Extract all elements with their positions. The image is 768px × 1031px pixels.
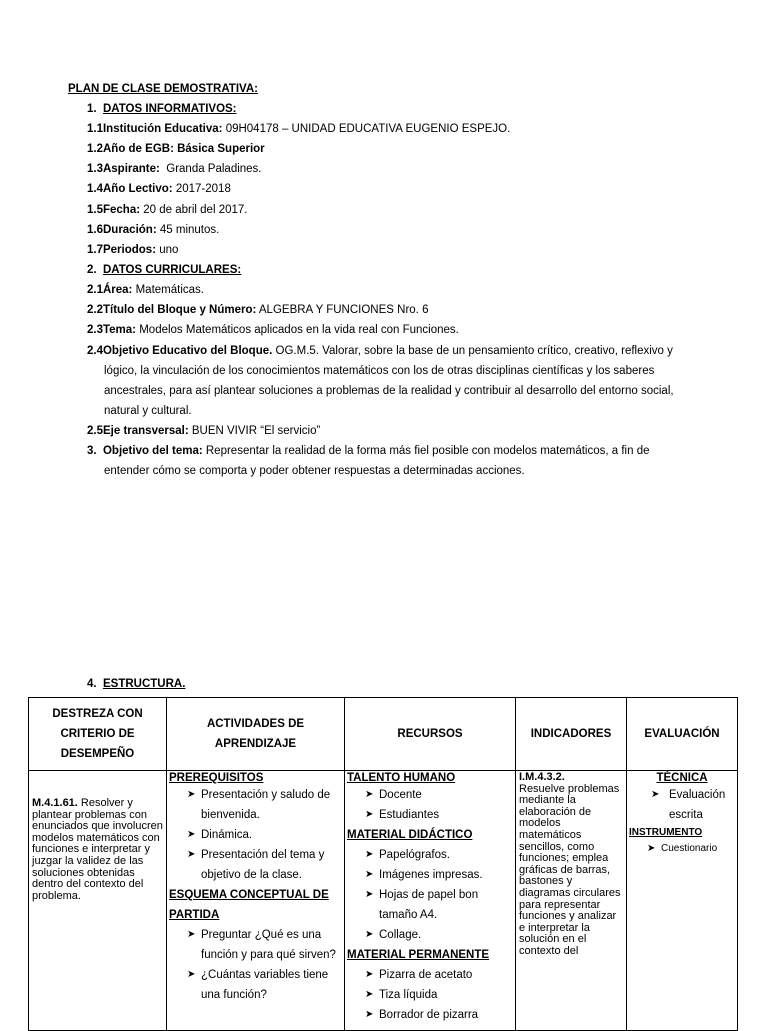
talento-list (347, 785, 513, 825)
plan-title: PLAN DE CLASE DEMOSTRATIVA: (68, 83, 258, 95)
eje-transversal: 2.5Eje transversal: BUEN VIVIR “El servicio” (87, 425, 321, 437)
arrow-bullet-icon: ➤ (651, 789, 660, 800)
cell-evaluacion (627, 771, 738, 1031)
objetivo-bloque-line3: ancestrales, para así plantear soluciones a problemas de la realidad y contribuir al desarrollo del entorno social, (104, 385, 674, 397)
estructura-table (28, 697, 738, 1031)
objetivo-bloque-line4: natural y cultural. (104, 405, 192, 417)
arrow-bullet-icon: ➤ (365, 809, 374, 820)
arrow-bullet-icon: ➤ (187, 969, 196, 980)
arrow-bullet-icon: ➤ (365, 969, 374, 980)
esquema-list (169, 925, 342, 1005)
arrow-bullet-icon: ➤ (365, 849, 374, 860)
arrow-bullet-icon: ➤ (187, 929, 196, 940)
actividades-prerequisitos: PREREQUISITOS (169, 772, 264, 784)
arrow-bullet-icon: ➤ (365, 869, 374, 880)
list-item: ➤ Borrador de pizarra (347, 1005, 513, 1025)
permanente-list (347, 965, 513, 1025)
cell-destreza: M.4.1.61. Resolver y plantear problemas con enunciados que involucren modelos matemáticos con funciones e interpretar y juzgar la validez de las soluciones obtenidas dentro del contexto del problema. (29, 771, 167, 1031)
evaluacion-instrumento: INSTRUMENTO (629, 827, 703, 838)
list-item: ➤ Preguntar ¿Qué es una función y para qué sirven? (169, 925, 342, 965)
section-1-heading: 1. DATOS INFORMATIVOS: (87, 103, 237, 115)
arrow-bullet-icon: ➤ (365, 1009, 374, 1020)
instrumento-list (629, 841, 735, 857)
header-recursos: RECURSOS (345, 698, 516, 771)
list-item: ➤ Cuestionario (629, 841, 735, 857)
curr-area: 2.1Área: Matemáticas. (87, 284, 204, 296)
section-2-heading: 2. DATOS CURRICULARES: (87, 264, 242, 276)
list-item: ➤ Imágenes impresas. (347, 865, 513, 885)
info-duracion: 1.6Duración: 45 minutos. (87, 224, 220, 236)
evaluacion-tecnica: TÉCNICA (656, 772, 708, 784)
info-anio-egb: 1.2Año de EGB: Básica Superior (87, 143, 265, 155)
objetivo-bloque-line1: 2.4Objetivo Educativo del Bloque. OG.M.5. Valorar, sobre la base de un pensamiento crítico, creativo, reflexivo y (87, 345, 673, 357)
section-4-heading: 4. ESTRUCTURA. (87, 678, 186, 690)
list-item: ➤ Pizarra de acetato (347, 965, 513, 985)
arrow-bullet-icon: ➤ (365, 889, 374, 900)
didactico-list (347, 845, 513, 945)
table-row (29, 771, 738, 1031)
actividades-esquema: ESQUEMA CONCEPTUAL DE PARTIDA (169, 889, 329, 921)
recursos-permanente: MATERIAL PERMANENTE (347, 949, 490, 961)
info-aspirante: 1.3Aspirante: Granda Paladines. (87, 163, 262, 175)
info-anio-lectivo: 1.4Año Lectivo: 2017-2018 (87, 183, 231, 195)
header-actividades: ACTIVIDADES DE APRENDIZAJE (167, 698, 345, 771)
tecnica-list (629, 785, 735, 825)
list-item: ➤ Tiza líquida (347, 985, 513, 1005)
list-item: ➤ Papelógrafos. (347, 845, 513, 865)
list-item: ➤ Docente (347, 785, 513, 805)
curr-bloque: 2.2Título del Bloque y Número: ALGEBRA Y FUNCIONES Nro. 6 (87, 304, 429, 316)
arrow-bullet-icon: ➤ (647, 843, 656, 854)
objetivo-bloque-line2: lógico, la vinculación de los conocimientos matemáticos con los de otras disciplinas científicas y los saberes (104, 365, 655, 377)
list-item: ➤ Collage. (347, 925, 513, 945)
arrow-bullet-icon: ➤ (187, 829, 196, 840)
recursos-talento: TALENTO HUMANO (347, 772, 456, 784)
list-item: ➤ Presentación y saludo de bienvenida. (169, 785, 342, 825)
list-item: ➤ Presentación del tema y objetivo de la clase. (169, 845, 342, 885)
list-item: ➤ Evaluación escrita (629, 785, 735, 825)
arrow-bullet-icon: ➤ (365, 989, 374, 1000)
info-institucion: 1.1Institución Educativa: 09H04178 – UNIDAD EDUCATIVA EUGENIO ESPEJO. (87, 123, 511, 135)
arrow-bullet-icon: ➤ (187, 789, 196, 800)
objetivo-tema-line2: entender cómo se comporta y poder obtener respuestas a determinadas acciones. (104, 465, 525, 477)
prerequisitos-list (169, 785, 342, 885)
arrow-bullet-icon: ➤ (187, 849, 196, 860)
list-item: ➤ ¿Cuántas variables tiene una función? (169, 965, 342, 1005)
cell-indicadores: I.M.4.3.2. Resuelve problemas mediante la elaboración de modelos matemáticos sencillos, como funciones; emplea gráficas de barras, bastones y diagramas circulares para representar funciones y analizar e interpretar la solución en el contexto del (516, 771, 627, 1031)
arrow-bullet-icon: ➤ (365, 789, 374, 800)
table-header-row (29, 698, 738, 771)
list-item: ➤ Hojas de papel bon tamaño A4. (347, 885, 513, 925)
list-item: ➤ Dinámica. (169, 825, 342, 845)
header-destreza: DESTREZA CON CRITERIO DE DESEMPEÑO (29, 698, 167, 771)
objetivo-tema-line1: 3. Objetivo del tema: Representar la realidad de la forma más fiel posible con modelos matemáticos, a fin de (87, 445, 650, 457)
header-evaluacion: EVALUACIÓN (627, 698, 738, 771)
header-indicadores: INDICADORES (516, 698, 627, 771)
recursos-didactico: MATERIAL DIDÁCTICO (347, 829, 473, 841)
arrow-bullet-icon: ➤ (365, 929, 374, 940)
list-item: ➤ Estudiantes (347, 805, 513, 825)
cell-actividades (167, 771, 345, 1031)
info-fecha: 1.5Fecha: 20 de abril del 2017. (87, 204, 248, 216)
cell-recursos (345, 771, 516, 1031)
info-periodos: 1.7Periodos: uno (87, 244, 179, 256)
curr-tema: 2.3Tema: Modelos Matemáticos aplicados en la vida real con Funciones. (87, 324, 459, 336)
